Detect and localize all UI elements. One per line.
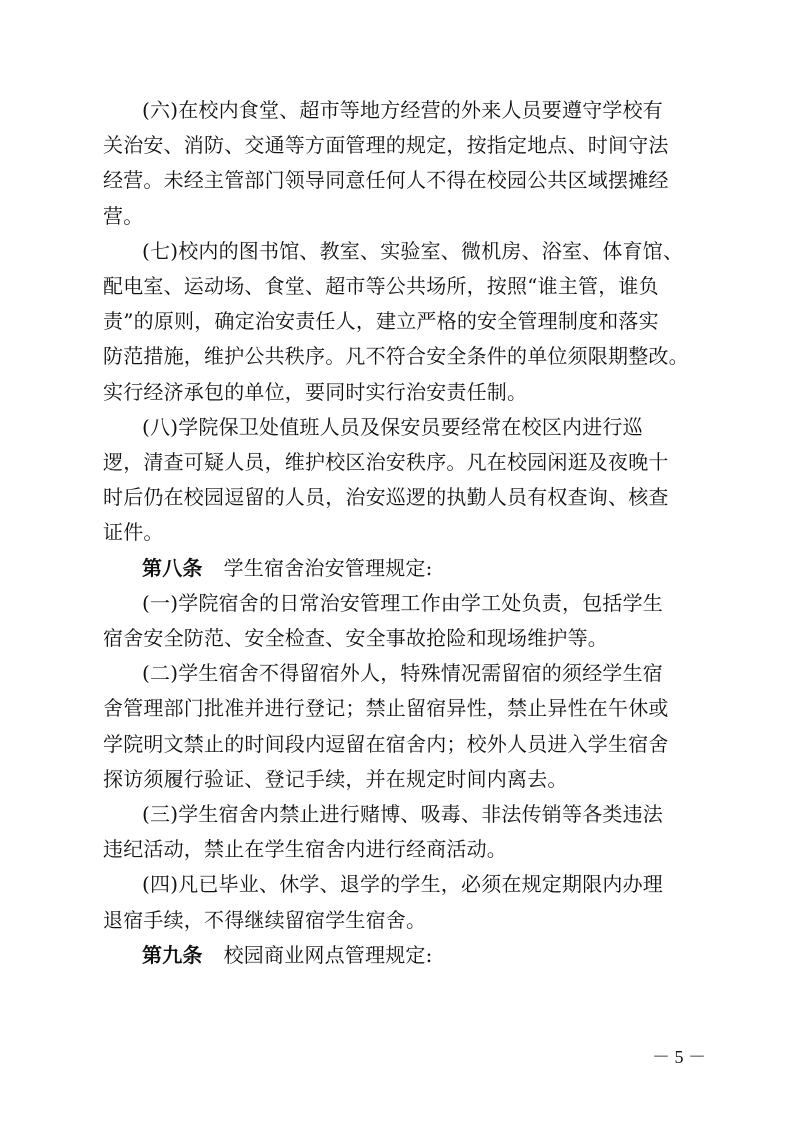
paragraph-line: 舍管理部门批准并进行登记；禁止留宿异性，禁止异性在午休或 [103,696,669,721]
article-number: 第九条 [142,942,203,967]
paragraph-line: 责”的原则，确定治安责任人，建立严格的安全管理制度和落实 [103,309,659,334]
paragraph-line: (三)学生宿舍内禁止进行赌博、吸毒、非法传销等各类违法 [142,802,664,827]
article-number: 第八条 [142,555,203,580]
paragraph-line: 实行经济承包的单位，要同时实行治安责任制。 [103,379,528,404]
paragraph-line: 探访须履行验证、登记手续，并在规定时间内离去。 [103,766,568,791]
paragraph-line: 防范措施，维护公共秩序。凡不符合安全条件的单位须限期整改。 [103,344,689,369]
paragraph-line: 关治安、消防、交通等方面管理的规定，按指定地点、时间守法 [103,133,669,158]
paragraph-line: 学院明文禁止的时间段内逗留在宿舍内；校外人员进入学生宿舍 [103,731,669,756]
paragraph-line: 经营。未经主管部门领导同意任何人不得在校园公共区域摆摊经 [103,168,669,193]
article-heading-line [103,938,701,973]
paragraph-line: 时后仍在校园逗留的人员，治安巡逻的执勤人员有权查询、核查 [103,485,669,510]
paragraph-line: (八)学院保卫处值班人员及保安员要经常在校区内进行巡 [142,414,643,439]
article-eight-heading [103,551,701,586]
paragraph-line: 逻，清查可疑人员，维护校区治安秩序。凡在校园闲逛及夜晚十 [103,450,669,475]
article-title: 学生宿舍治安管理规定: [223,555,433,580]
paragraph-line: (六)在校内食堂、超市等地方经营的外来人员要遵守学校有 [142,98,664,122]
paragraph-line: 营。 [103,203,144,228]
paragraph-line: 退宿手续，不得继续留宿学生宿舍。 [103,907,427,932]
paragraph-seven [103,234,701,410]
article-heading-line [103,551,701,586]
article-title: 校园商业网点管理规定: [223,942,433,967]
paragraph-line: (四)凡已毕业、休学、退学的学生，必须在规定期限内办理 [142,872,664,897]
paragraph-line: (一)学院宿舍的日常治安管理工作由学工处负责，包括学生 [142,590,664,615]
page-number: － 5 － [652,1047,706,1067]
paragraph-line: 配电室、运动场、食堂、超市等公共场所，按照“谁主管，谁负 [103,274,659,299]
paragraph-six [103,93,701,234]
dorm-item-three [103,797,701,867]
paragraph-line: 证件。 [103,520,164,545]
article-nine-heading [103,938,701,973]
paragraph-line: 违纪活动，禁止在学生宿舍内进行经商活动。 [103,837,507,862]
paragraph-line: (二)学生宿舍不得留宿外人，特殊情况需留宿的须经学生宿 [142,661,664,686]
paragraph-eight [103,410,701,551]
paragraph-line: (七)校内的图书馆、教室、实验室、微机房、浴室、体育馆、 [142,238,684,263]
dorm-item-four [103,867,701,937]
dorm-item-one [103,586,701,656]
dorm-item-two [103,656,701,797]
paragraph-line: 宿舍安全防范、安全检查、安全事故抢险和现场维护等。 [103,626,608,651]
document-body [103,93,701,973]
